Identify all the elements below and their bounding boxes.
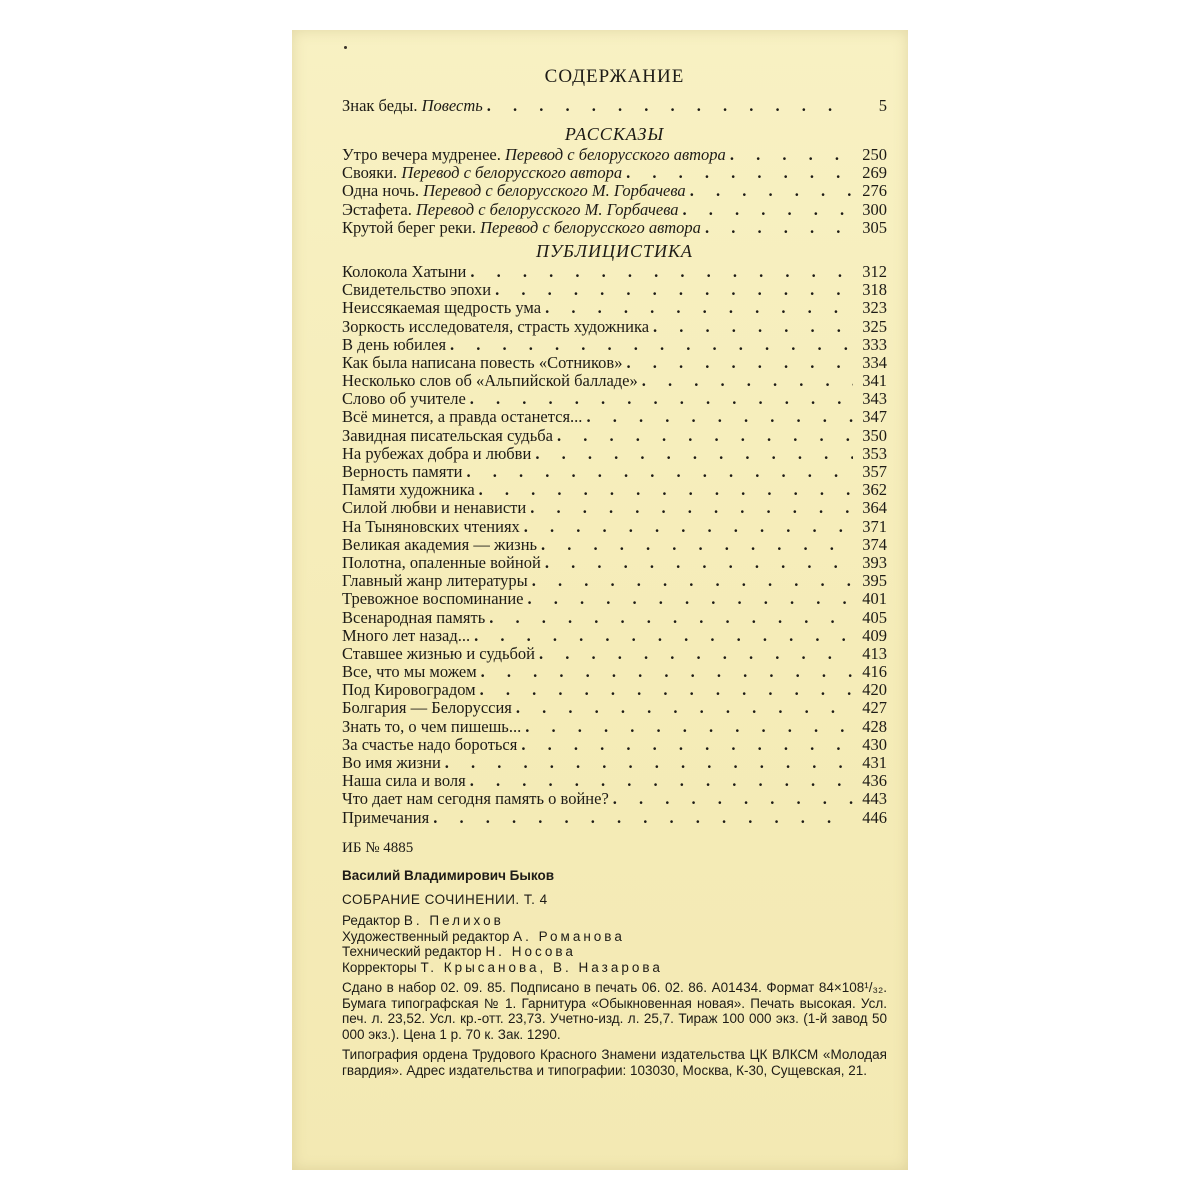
toc-entry-essay xyxy=(342,736,887,754)
leader-dots xyxy=(690,182,853,200)
toc-entry-title: Знак беды. Повесть xyxy=(342,96,483,115)
toc-entry-page: 393 xyxy=(862,552,887,572)
toc-entry-essay xyxy=(342,681,887,699)
toc-entry-essay xyxy=(342,772,887,790)
toc-entry-title: Силой любви и ненависти xyxy=(342,498,527,518)
toc-entry-essay xyxy=(342,754,887,772)
toc-entry-essay xyxy=(342,354,887,372)
leader-dots xyxy=(653,318,853,336)
toc-entry-essay xyxy=(342,572,887,590)
toc-entry-page: 420 xyxy=(862,680,887,700)
toc-entry-page: 405 xyxy=(862,607,887,627)
toc-entry-page: 401 xyxy=(862,589,887,609)
toc-entry-page: 276 xyxy=(862,181,887,201)
toc-entry-page: 430 xyxy=(862,734,887,754)
toc-entry-title: Свояки. Перевод с белорусского автора xyxy=(342,163,623,183)
toc-entry-page: 427 xyxy=(862,698,887,718)
toc-entry-essay xyxy=(342,481,887,499)
leader-dots xyxy=(642,372,853,390)
toc-entry-story xyxy=(342,201,887,219)
staff-line: Корректоры Т. Крысанова, В. Назарова xyxy=(342,959,663,975)
leader-dots xyxy=(541,536,853,554)
section-heading-stories: РАССКАЗЫ xyxy=(564,124,665,144)
page-content xyxy=(342,66,887,1078)
toc-entry-title: Утро вечера мудренее. Перевод с белорусского автора xyxy=(342,145,726,164)
toc-entry-page: 269 xyxy=(862,163,887,183)
leader-dots xyxy=(545,554,853,572)
toc-entry-essay xyxy=(342,590,887,608)
toc-entry-essay xyxy=(342,281,887,299)
toc-entry-page: 334 xyxy=(862,352,887,372)
toc-entry-title: Примечания xyxy=(342,807,430,827)
leader-dots xyxy=(557,427,853,445)
leader-dots xyxy=(530,499,853,517)
toc-entry-essay xyxy=(342,609,887,627)
staff-list xyxy=(342,913,887,975)
toc-entry-page: 413 xyxy=(862,643,887,663)
toc-entry-story xyxy=(342,146,887,164)
essays-list xyxy=(342,263,887,827)
toc-entry-title: Много лет назад... xyxy=(342,625,471,645)
leader-dots xyxy=(487,95,853,117)
leader-dots xyxy=(495,281,853,299)
leader-dots xyxy=(525,718,853,736)
toc-entry-first xyxy=(342,95,887,117)
leader-dots xyxy=(626,164,853,182)
toc-entry-title: Одна ночь. Перевод с белорусского М. Горбачева xyxy=(342,181,686,201)
toc-entry-essay xyxy=(342,645,887,663)
toc-entry-title: Свидетельство эпохи xyxy=(342,280,492,300)
toc-entry-title: Памяти художника xyxy=(342,480,475,500)
printer-info: Типография ордена Трудового Красного Знамени издательства ЦК ВЛКСМ «Молодая гвардия». Адрес издательства и типографии: 103030, Москва, К-30, Сущевская, 21. xyxy=(342,1047,887,1078)
toc-entry-page: 364 xyxy=(862,498,887,518)
toc-entry-story xyxy=(342,164,887,182)
toc-entry-essay xyxy=(342,445,887,463)
toc-entry-page: 343 xyxy=(862,389,887,409)
toc-entry-essay xyxy=(342,718,887,736)
toc-entry-page: 436 xyxy=(862,771,887,791)
leader-dots xyxy=(466,463,853,481)
leader-dots xyxy=(470,263,853,281)
toc-entry-title: На рубежах добра и любви xyxy=(342,443,532,463)
stories-list xyxy=(342,146,887,237)
toc-entry-page: 374 xyxy=(862,534,887,554)
leader-dots xyxy=(450,336,853,354)
leader-dots xyxy=(586,408,853,426)
toc-entry-title: Великая академия — жизнь xyxy=(342,534,538,554)
toc-entry-title: Колокола Хатыни xyxy=(342,261,467,281)
toc-entry-title: Все, что мы можем xyxy=(342,662,477,682)
staff-line: Технический редактор Н. Носова xyxy=(342,944,576,960)
toc-entry-page: 341 xyxy=(862,371,887,391)
toc-entry-page: 409 xyxy=(862,625,887,645)
book-page xyxy=(292,30,908,1170)
toc-entry-title: Верность памяти xyxy=(342,462,463,481)
toc-entry-essay xyxy=(342,809,887,827)
leader-dots xyxy=(528,590,853,608)
toc-entry-essay xyxy=(342,699,887,717)
toc-entry-essay xyxy=(342,336,887,354)
toc-entry-page: 333 xyxy=(862,334,887,354)
toc-entry-page: 446 xyxy=(862,807,887,827)
toc-entry-page: 5 xyxy=(878,96,887,115)
toc-entry-page: 362 xyxy=(862,480,887,500)
toc-entry-title: Что дает нам сегодня память о войне? xyxy=(342,789,609,809)
toc-entry-title: Знать то, о чем пишешь... xyxy=(342,716,522,736)
toc-entry-essay xyxy=(342,390,887,408)
staff-line: Редактор В. Пелихов xyxy=(342,913,504,929)
toc-entry-title: Ставшее жизнью и судьбой xyxy=(342,643,536,663)
leader-dots xyxy=(521,736,853,754)
toc-entry-title: Тревожное воспоминание xyxy=(342,589,524,609)
toc-entry-title: Несколько слов об «Альпийской балладе» xyxy=(342,371,638,391)
leader-dots xyxy=(683,201,853,219)
section-heading-essays: ПУБЛИЦИСТИКА xyxy=(536,240,693,261)
toc-entry-title: Неиссякаемая щедрость ума xyxy=(342,298,542,318)
toc-entry-page: 395 xyxy=(862,571,887,591)
toc-entry-title: Завидная писательская судьба xyxy=(342,425,553,445)
leader-dots xyxy=(730,146,853,164)
toc-entry-title: Крутой берег реки. Перевод с белорусского автора xyxy=(342,217,701,237)
toc-entry-page: 353 xyxy=(862,443,887,463)
toc-entry-title: Наша сила и воля xyxy=(342,771,466,791)
leader-dots xyxy=(626,354,853,372)
toc-entry-title: За счастье надо бороться xyxy=(342,734,518,754)
toc-entry-page: 350 xyxy=(862,425,887,445)
print-details: Сдано в набор 02. 09. 85. Подписано в печать 06. 02. 86. А01434. Формат 84×108¹/₃₂. Бумага типографская № 1. Гарнитура «Обыкновенная новая». Печать высокая. Усл. печ. л. 23,52. Усл. кр.-отт. 23,73. Учетно-изд. л. 25,7. Тираж 100 000 экз. (1-й завод 50 000 экз.). Цена 1 р. 70 к. Зак. 1290. xyxy=(342,980,887,1042)
contents-heading: СОДЕРЖАНИЕ xyxy=(544,66,685,87)
toc-entry-essay xyxy=(342,790,887,808)
leader-dots xyxy=(474,627,853,645)
leader-dots xyxy=(445,754,853,772)
leader-dots xyxy=(516,699,853,717)
toc-entry-title: Зоркость исследователя, страсть художника xyxy=(342,316,650,336)
imprint-block xyxy=(342,841,887,1079)
toc-entry-title: Как была написана повесть «Сотников» xyxy=(342,352,623,372)
leader-dots xyxy=(535,445,853,463)
toc-entry-essay xyxy=(342,463,887,481)
toc-entry-essay xyxy=(342,554,887,572)
toc-entry-page: 443 xyxy=(862,789,887,809)
leader-dots xyxy=(532,572,853,590)
toc-entry-title: Всё минется, а правда останется... xyxy=(342,407,583,427)
leader-dots xyxy=(545,299,853,317)
leader-dots xyxy=(433,809,853,827)
leader-dots xyxy=(489,609,853,627)
toc-entry-essay xyxy=(342,299,887,317)
toc-entry-page: 323 xyxy=(862,298,887,318)
toc-entry-title: В день юбилея xyxy=(342,334,447,354)
leader-dots xyxy=(705,219,853,237)
toc-entry-page: 357 xyxy=(862,462,887,481)
toc-entry-title: Под Кировоградом xyxy=(342,680,476,700)
toc-entry-page: 312 xyxy=(862,261,887,281)
author-name: Василий Владимирович Быков xyxy=(342,868,555,884)
leader-dots xyxy=(613,790,853,808)
book-title: СОБРАНИЕ СОЧИНЕНИИ. Т. 4 xyxy=(342,891,548,907)
toc-entry-page: 347 xyxy=(862,407,887,427)
toc-entry-page: 371 xyxy=(862,516,887,536)
leader-dots xyxy=(481,663,853,681)
toc-entry-essay xyxy=(342,263,887,281)
toc-entry-page: 305 xyxy=(862,217,887,237)
toc-entry-essay xyxy=(342,663,887,681)
leader-dots xyxy=(524,518,853,536)
toc-entry-title: Главный жанр литературы xyxy=(342,571,528,591)
toc-entry-title: Слово об учителе xyxy=(342,389,466,409)
toc-entry-essay xyxy=(342,372,887,390)
toc-entry-page: 300 xyxy=(862,199,887,219)
toc-entry-page: 431 xyxy=(862,753,887,772)
toc-entry-page: 325 xyxy=(862,316,887,336)
leader-dots xyxy=(539,645,853,663)
leader-dots xyxy=(470,390,853,408)
toc-entry-page: 416 xyxy=(862,662,887,682)
toc-entry-essay xyxy=(342,318,887,336)
toc-entry-title: Полотна, опаленные войной xyxy=(342,552,541,572)
ib-number: ИБ № 4885 xyxy=(342,839,414,856)
toc-entry-title: Болгария — Белоруссия xyxy=(342,698,512,718)
print-speck xyxy=(344,46,347,49)
toc-entry-story xyxy=(342,182,887,200)
toc-entry-essay xyxy=(342,536,887,554)
toc-entry-story xyxy=(342,219,887,237)
leader-dots xyxy=(470,772,853,790)
staff-line: Художественный редактор А. Романова xyxy=(342,928,625,944)
toc-entry-page: 318 xyxy=(862,280,887,300)
toc-entry-page: 428 xyxy=(862,716,887,736)
toc-entry-title: Всенародная память xyxy=(342,607,486,627)
toc-entry-essay xyxy=(342,627,887,645)
leader-dots xyxy=(479,481,853,499)
toc-entry-page: 250 xyxy=(862,145,887,164)
toc-entry-title: Эстафета. Перевод с белорусского М. Горбачева xyxy=(342,199,679,219)
toc-entry-essay xyxy=(342,518,887,536)
toc-entry-essay xyxy=(342,427,887,445)
toc-entry-essay xyxy=(342,408,887,426)
toc-entry-title: Во имя жизни xyxy=(342,753,441,772)
toc-entry-essay xyxy=(342,499,887,517)
leader-dots xyxy=(480,681,853,699)
toc-entry-title: На Тыняновских чтениях xyxy=(342,516,520,536)
